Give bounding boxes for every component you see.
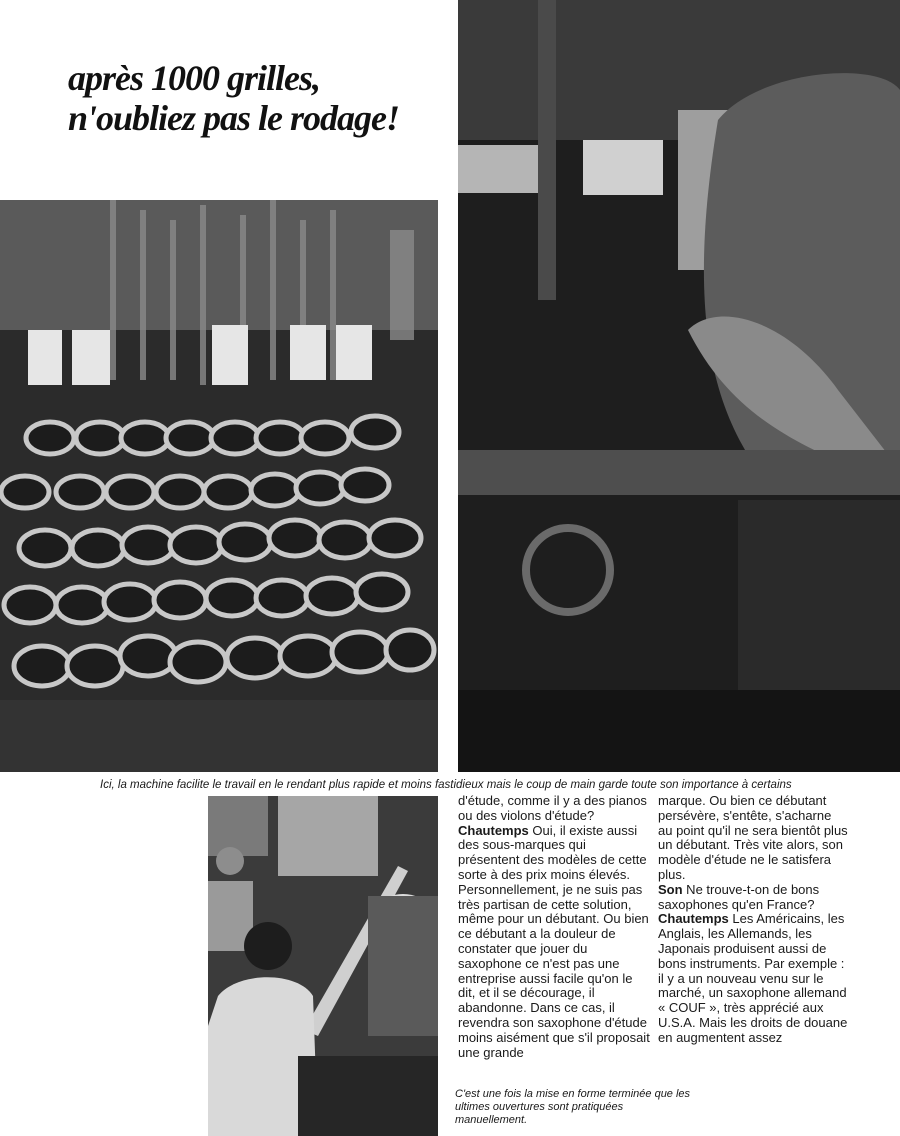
- speaker-chautemps-2: Chautemps: [658, 911, 729, 927]
- article-column-2: [658, 794, 848, 1046]
- photo-worker-at-machine: [458, 0, 900, 772]
- photo-caption: Ici, la machine facilite le travail en le rendant plus rapide et moins fastidieux mais le coup de main garde toute son importance à certains: [100, 779, 792, 791]
- speaker-chautemps: Chautemps: [458, 822, 529, 838]
- article-column-1: [458, 794, 650, 1060]
- col1-text: Oui, il existe aussi des sous-marques qui présentent des modèles de cette sorte à des prix moins élevés. Personnellement, je ne suis pas très partisan de cette solution, même pour un débutant. Ou bien ce débutant a la douleur de constater que jouer du saxophone ce n'est pas une entreprise aussi facile qu'on le dit, et il se décourage, il abandonne. Dans ce cas, il revendra son saxophone d'étude moins aisément que s'il proposait une grande: [458, 822, 650, 1060]
- photo-subcaption: C'est une fois la mise en forme terminée que les ultimes ouvertures sont pratiquées manuellement.: [455, 1088, 691, 1126]
- col2-text-1: marque. Ou bien ce débutant persévère, s'entête, s'acharne au point qu'il ne sera bientôt plus un débutant. Très vite alors, son modèle d'étude ne le satisfera plus.: [658, 793, 848, 882]
- photo-saxophone-bells: [0, 200, 438, 772]
- col2-text-2: Les Américains, les Anglais, les Allemands, les Japonais produisent aussi de bons instruments. Par exemple : il y a un nouveau venu sur le marché, un saxophone allemand « COUF », très apprécié aux U.S.A. Mais les droits de douane en augmentent assez: [658, 911, 848, 1045]
- headline: [68, 58, 448, 138]
- col2-question: Ne trouve-t-on de bons saxophones qu'en France?: [658, 881, 820, 912]
- col1-intro: d'étude, comme il y a des pianos ou des violons d'étude?: [458, 793, 647, 823]
- headline-line-2: n'oubliez pas le rodage!: [68, 98, 400, 138]
- headline-line-1: après 1000 grilles,: [68, 58, 321, 98]
- speaker-son: Son: [658, 881, 683, 897]
- photo-workers-saxophone: [208, 796, 438, 1136]
